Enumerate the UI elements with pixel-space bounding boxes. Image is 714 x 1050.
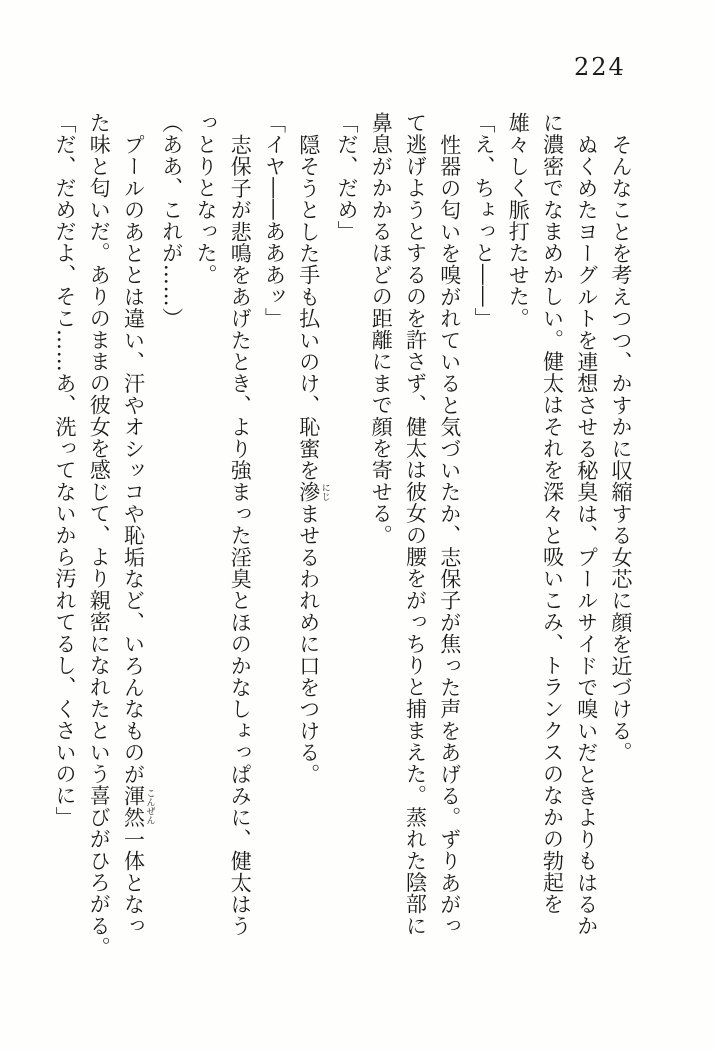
text-line: ぬくめたヨーグルトを連想させる秘臭は、プールサイドで嗅いだときよりもはるか: [574, 134, 599, 937]
text-line: そんなことを考えつつ、かすかに収縮する女芯に顔を近づける。: [609, 134, 633, 764]
text-line: に濃密でなまめかしい。健太はそれを深々と吸いこみ、トランクスのなかの勃起を: [540, 112, 565, 915]
text-line: 「だ、だめ」: [335, 112, 359, 243]
furigana: にじ: [319, 481, 330, 503]
text-line: た味と匂いだ。ありのままの彼女を感じて、より親密になれたという喜びがひろがる。: [87, 112, 112, 959]
furigana: こんぜん: [144, 785, 155, 829]
text-line: （ああ、これが……）: [159, 112, 184, 329]
text-block: [48, 112, 638, 959]
text-line: 性器の匂いを嗅がれていると気づいたか、志保子が焦った声をあげる。ずりあがっ: [437, 134, 462, 937]
text-line: っとりとなった。: [194, 112, 218, 286]
text-line: 鼻息がかかるほどの距離にまで顔を寄せる。: [369, 112, 394, 546]
ruby-annotated-word: 渾然 こんぜん: [121, 785, 155, 829]
text-line: 雄々しく脈打たせた。: [506, 112, 531, 329]
text-line: 志保子が悲鳴をあげたとき、より強まった淫臭とほのかなしょっぱみに、健太はう: [228, 134, 253, 937]
page-number: 224: [574, 53, 626, 81]
text-line: 隠そうとした手も払いのけ、恥蜜を滲 にじませるわれめに口をつける。: [296, 134, 330, 786]
text-line: て逃げようとするのを許さず、健太は彼女の腰をがっちりと捕まえた。蒸れた陰部に: [403, 112, 428, 937]
text-line: 「え、ちょっと――」: [472, 112, 496, 329]
text-line: 「イヤ――あああッ」: [262, 112, 287, 329]
text-line: プールのあととは違い、汗やオシッコや恥垢など、いろんなものが渾然 こんぜん一体となっ: [121, 134, 155, 937]
ruby-annotated-word: 滲 にじ: [296, 481, 330, 503]
text-line: 「だ、だめだよ、そこ……あ、洗ってないから汚れてるし、くさいのに」: [53, 112, 77, 829]
